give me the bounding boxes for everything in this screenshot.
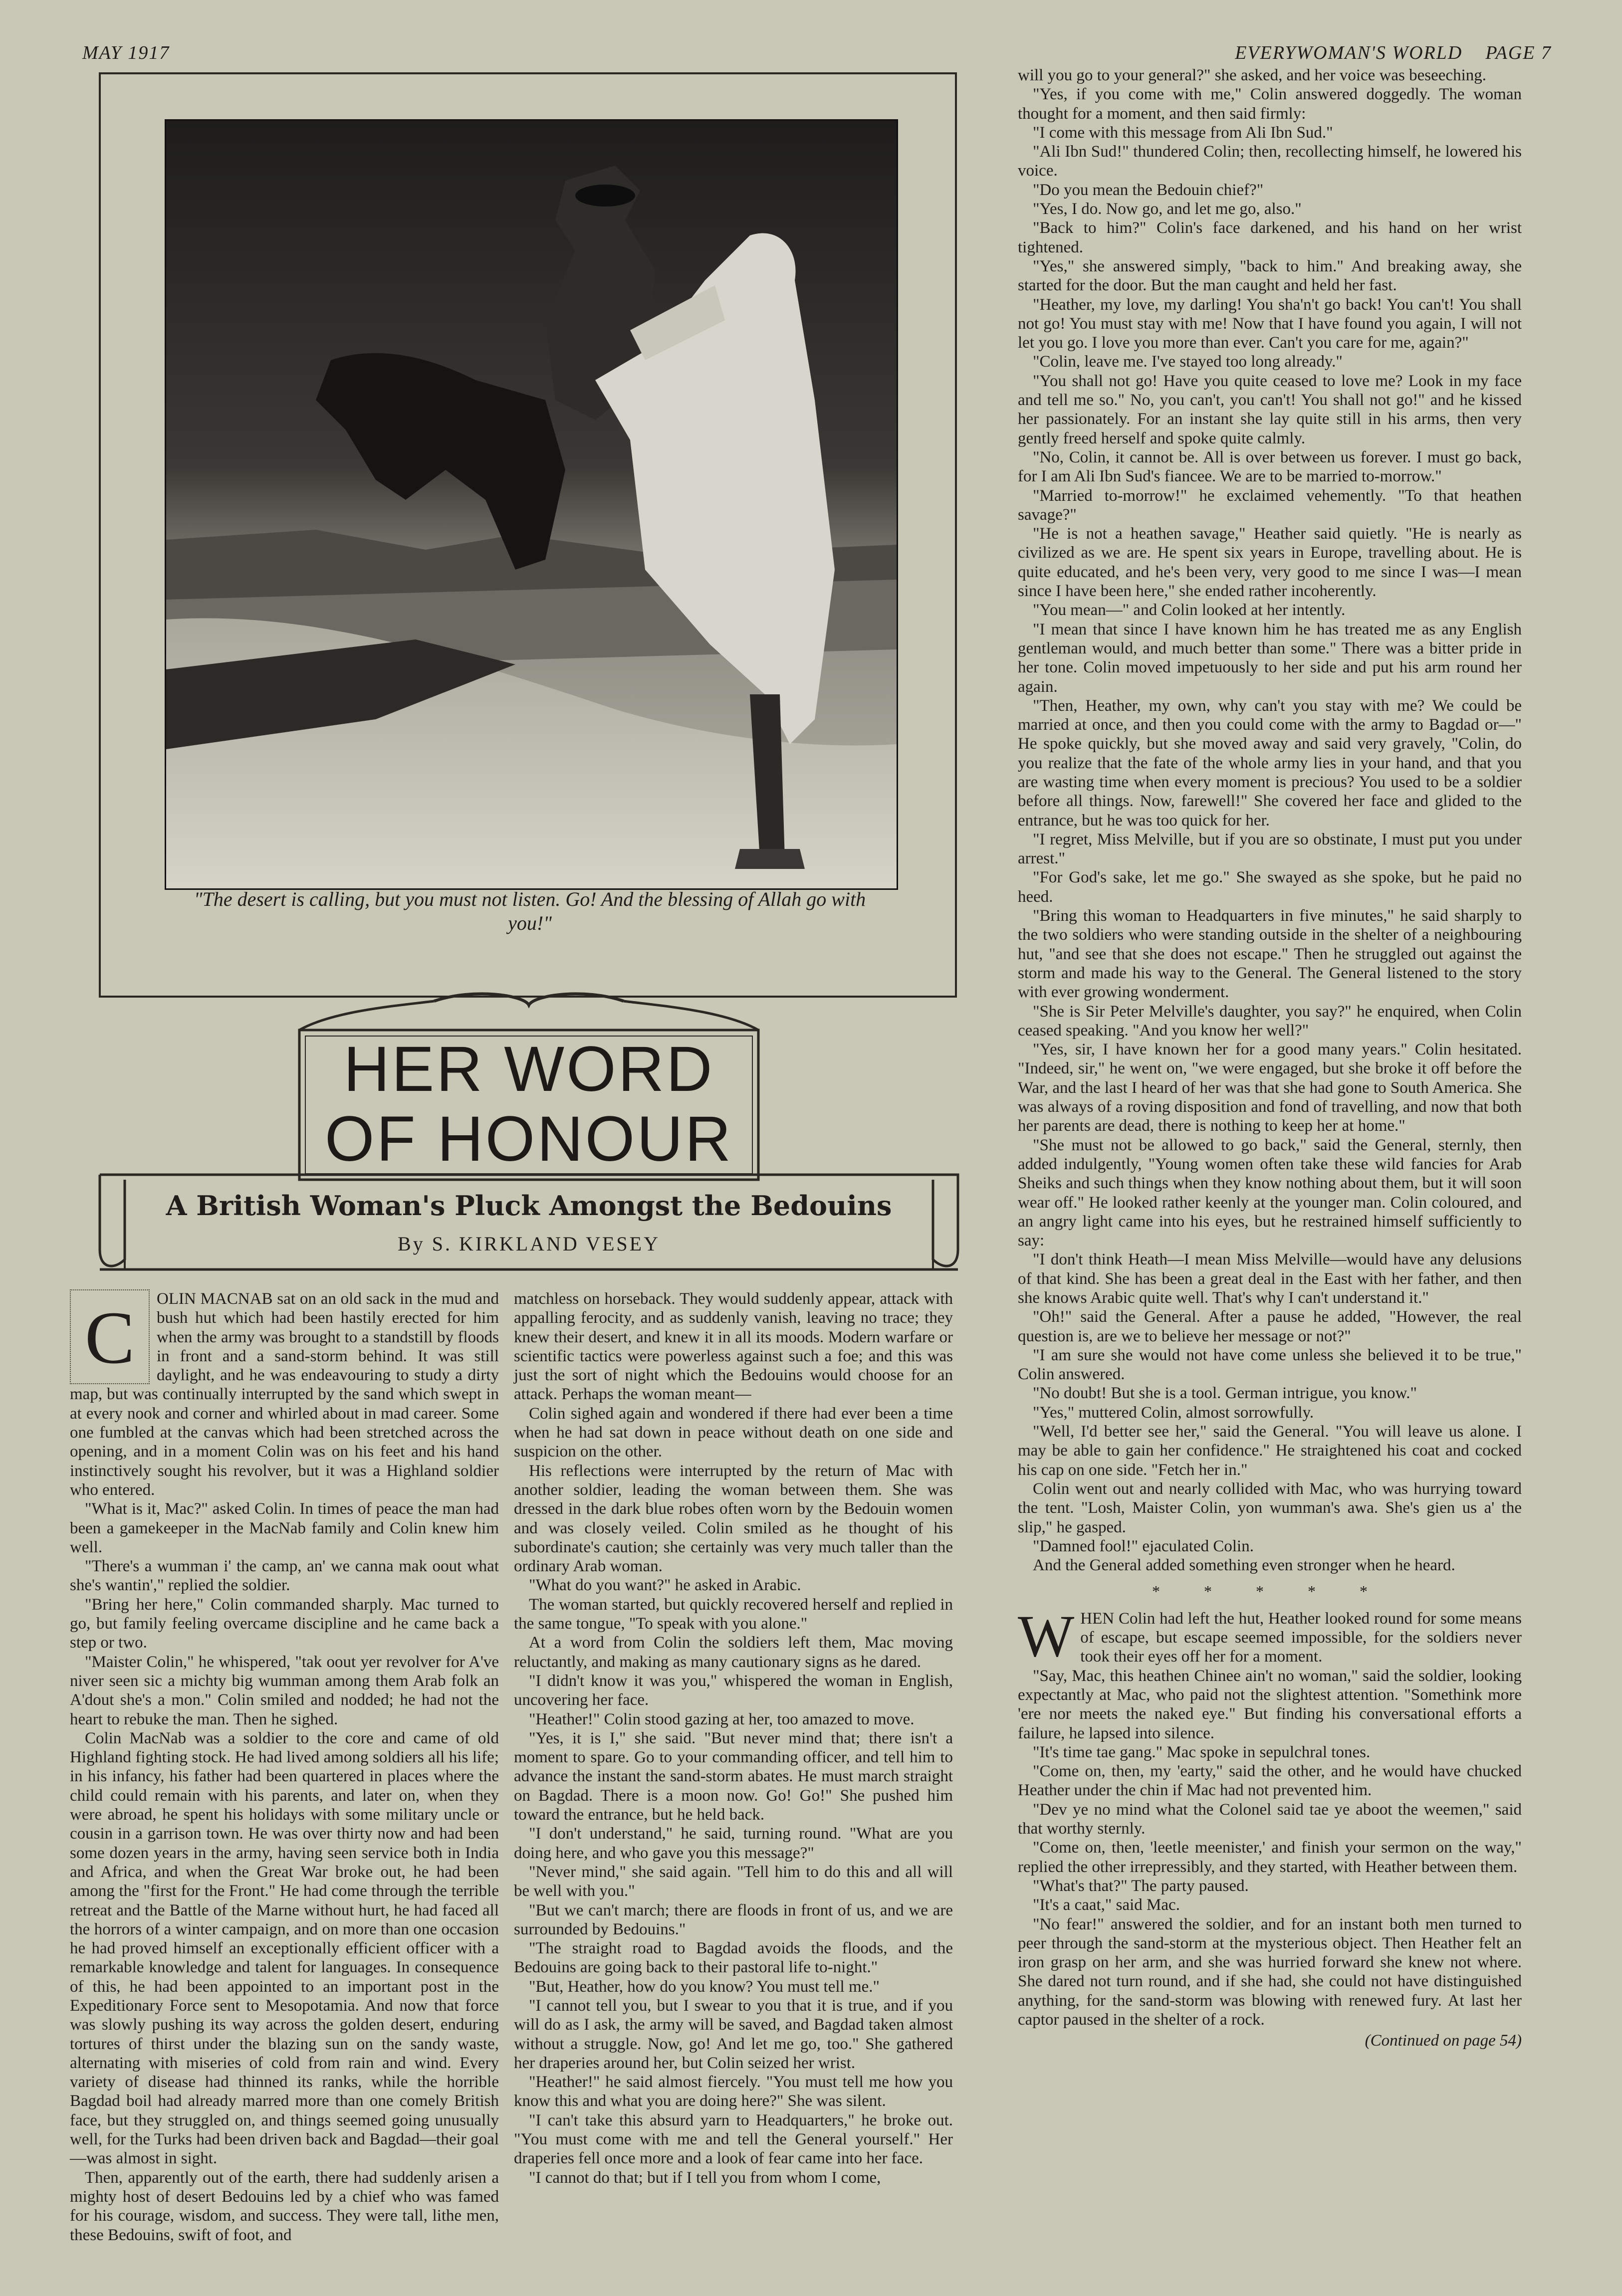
drop-cap-c: C (70, 1289, 150, 1384)
paragraph: "But, Heather, how do you know? You must tell me." (529, 1977, 880, 1996)
paragraph: "Ali Ibn Sud!" thundered Colin; then, recollecting himself, he lowered his voice. (1018, 143, 1522, 180)
paragraph: "I don't understand," he said, turning round. "What are you doing here, and who gave you this message?" (514, 1825, 953, 1862)
illustration-caption: "The desert is calling, but you must not listen. Go! And the blessing of Allah go with you!" (194, 888, 866, 934)
title-cartouche (85, 990, 973, 1284)
section-divider: * * * * * (1152, 1582, 1388, 1601)
paragraph: "For God's sake, let me go." She swayed as she spoke, but he paid no heed. (1018, 868, 1522, 906)
paragraph: OLIN MACNAB sat on an old sack in the mud and bush hut which had been hastily erected for him when the army was brought to a standstill by floods in front and a sand-storm behind. It was still daylight, and he was endeavouring to study a dirty map, but was continually interrupted by the sand which swept in at every nook and corner and whirled about in mad career. Some one fumbled at the canvas which had been stretched across the opening, and in a moment Colin was on his feet and his hand instinctively sought his revolver, but it was a Highland soldier who entered. (70, 1290, 499, 1499)
paragraph: will you go to your general?" she asked, and her voice was beseeching. (1018, 66, 1487, 84)
paragraph: "I come with this message from Ali Ibn Sud." (1033, 123, 1333, 142)
paragraph: His reflections were interrupted by the return of Mac with another soldier, leading the woman between them. She was dressed in the dark blue robes often worn by the Bedouin women and was closely veiled. Colin smiled as he thought of his subordinate's caution; she certainly was very much taller than the ordinary Arab woman. (514, 1461, 953, 1576)
paragraph: "I cannot do that; but if I tell you from whom I come, (529, 2168, 881, 2187)
paragraph: "Yes, it is I," she said. "But never mind that; there isn't a moment to spare. Go to your commanding officer, and tell him to advance the instant the sand-storm abates. He must march straight on Bagdad. There is a moon now. Go! Go!" She pushed him toward the entrance, but he held back. (514, 1729, 953, 1824)
paragraph: "What is it, Mac?" asked Colin. In times of peace the man had been a gamekeeper in the MacNab family and Colin knew him well. (70, 1500, 499, 1556)
running-head-magazine: EVERYWOMAN'S WORLD PAGE 7 (1235, 42, 1552, 63)
paragraph: "I mean that since I have known him he has treated me as any English gentleman would, and much better than some." There was a bitter pride in her tone. Colin moved impetuously to her side and put his arm round her again. (1018, 620, 1522, 696)
paragraph: "Come on, then, my 'earty," said the other, and he would have chucked Heather under the chin if Mac had not prevented him. (1018, 1762, 1522, 1800)
paragraph: "But we can't march; there are floods in front of us, and we are surrounded by Bedouins." (514, 1901, 953, 1938)
paragraph: "Say, Mac, this heathen Chinee ain't no woman," said the soldier, looking expectantly at Mac, who paid not the slightest attention. "Somethink more 'ere nor meets the naked eye." But finding his conversational efforts a failure, he lapsed into silence. (1018, 1667, 1522, 1742)
paragraph: "Bring this woman to Headquarters in five minutes," he said sharply to the two soldiers who were standing outside in the shelter of a neighbouring hut, "and see that she does not escape." Then he struggled out against the storm and made his way to the General. The General listened to the story with ever growing wonderment. (1018, 907, 1522, 1002)
text-column-2 (514, 1289, 953, 2187)
paragraph: "No doubt! But she is a tool. German intrigue, you know." (1033, 1384, 1417, 1403)
paragraph: "She is Sir Peter Melville's daughter, you say?" he enquired, when Colin ceased speaking. "And you know her well?" (1018, 1002, 1522, 1040)
paragraph: "You shall not go! Have you quite ceased to love me? Look in my face and tell me so." No, you can't, you can't! You shall not go!" and he kissed her passionately. For an instant she lay quite still in his arms, then very gently freed herself and spoke quite calmly. (1018, 372, 1522, 447)
paragraph: "He is not a heathen savage," Heather said quietly. "He is nearly as civilized as we are. He spent six years in Europe, travelling about. He is quite educated, and he's been very, very good to me since I was—I mean since I have been here," she ended rather incoherently. (1018, 525, 1522, 601)
paragraph: "I don't think Heath—I mean Miss Melville—would have any delusions of that kind. She has been a great deal in the East with her father, and then she knows Arabic quite well. That's why I can't understand it." (1018, 1251, 1522, 1307)
headline-line-2: OF HONOUR (324, 1103, 733, 1175)
paragraph: "Heather, my love, my darling! You sha'n't go back! You can't! You shall not go! You must stay with me! Now that I have found you again, I will not let you go. I love you more than ever. Can't you care for me, again?" (1018, 295, 1522, 352)
paragraph: "Yes, if you come with me," Colin answered doggedly. The woman thought for a moment, and then said firmly: (1018, 85, 1522, 123)
paragraph: "I regret, Miss Melville, but if you are so obstinate, I must put you under arrest." (1018, 830, 1522, 868)
paragraph: "Come on, then, 'leetle meenister,' and finish your sermon on the way," replied the other irrepressibly, and they started, with Heather between them. (1018, 1839, 1522, 1876)
text-column-3 (1018, 66, 1522, 2051)
paragraph: "Heather!" Colin stood gazing at her, too amazed to move. (529, 1710, 915, 1728)
paragraph: "No, Colin, it cannot be. All is over between us forever. I must go back, for I am Ali Ibn Sud's fiancee. We are to be married to-morrow." (1018, 448, 1522, 486)
paragraph: "Never mind," she said again. "Tell him to do this and all will be well with you." (514, 1863, 953, 1900)
paragraph: "Well, I'd better see her," said the General. "You will leave us alone. I may be able to gain her confidence." He straightened his coat and cocked his cap on one side. "Fetch her in." (1018, 1423, 1522, 1479)
paragraph: matchless on horseback. They would suddenly appear, attack with appalling ferocity, and as suddenly vanish, leaving no trace; they knew their desert, and knew it in all its moods. Modern warfare or scientific tactics were powerless against such a foe; and this was just the sort of night which the Bedouins would choose for an attack. Perhaps the woman meant— (514, 1290, 953, 1404)
paragraph: "What do you want?" he asked in Arabic. (529, 1576, 801, 1595)
paragraph: "There's a wumman i' the camp, an' we canna mak oout what she's wantin'," replied the soldier. (70, 1557, 499, 1595)
paragraph: Then, apparently out of the earth, there had suddenly arisen a mighty host of desert Bedouins led by a chief who was famed for his courage, wisdom, and success. They were tall, lithe men, these Bedouins, swift of foot, and (70, 2168, 499, 2244)
paragraph: "Oh!" said the General. After a pause he added, "However, the real question is, are we to believe her message or not?" (1018, 1308, 1522, 1345)
paragraph: "I cannot tell you, but I swear to you that it is true, and if you will do as I ask, the army will be saved, and Bagdad taken almost without a struggle. Now, go! And let me go, too." She gathered her draperies around her, but Colin seized her wrist. (514, 1996, 953, 2072)
paragraph: "You mean—" and Colin looked at her intently. (1033, 601, 1346, 620)
paragraph: "What's that?" The party paused. (1033, 1877, 1249, 1895)
paragraph: At a word from Colin the soldiers left them, Mac moving reluctantly, and making as many cautionary signs as he dared. (514, 1634, 953, 1671)
paragraph: "Back to him?" Colin's face darkened, and his hand on her wrist tightened. (1018, 219, 1522, 256)
desert-scene-illustration (166, 121, 897, 888)
text-column-1 (70, 1289, 499, 2245)
paragraph: HEN Colin had left the hut, Heather looked round for some means of escape, but escape seemed impossible, for the soldiers never took their eyes off her for a moment. (1080, 1609, 1522, 1666)
illustration-frame (99, 72, 957, 998)
subtitle: A British Woman's Pluck Amongst the Bedouins (166, 1190, 892, 1222)
paragraph: "Yes," muttered Colin, almost sorrowfully. (1033, 1403, 1314, 1422)
paragraph: Colin MacNab was a soldier to the core and came of old Highland fighting stock. He had lived among soldiers all his life; in his infancy, his father had been quartered in places where the child could remain with his parents, and later on, when they were abroad, he spent his holidays with some military uncle or cousin in a garrison town. He was over thirty now and had been some dozen years in the army, having seen service both in India and Africa, and when the Great War broke out, he had been among the "first for the Front." He had come through the terrible retreat and the Battle of the Marne without hurt, he had faced all the horrors of a winter campaign, and on more than one occasion he had proved himself an exceptionally efficient officer with a remarkable knowledge and talent for languages. In consequence of this, he had been appointed to an important post in the Expeditionary Force sent to Mesopotamia. And now that force was slowly pushing its way across the golden desert, enduring tortures of thirst under the blazing sun on the sandy waste, alternating with miseries of cold from rain and wind. Every variety of disease had thinned its ranks, while the horrible Bagdad boil had already marred more than one comely British face, but they struggled on, and things seemed going unusually well, for the Turks had been driven back and Bagdad—their goal—was almost in sight. (70, 1729, 499, 2168)
paragraph: "Bring her here," Colin commanded sharply. Mac turned to go, but family feeling overcame discipline and he came back a step or two. (70, 1595, 499, 1652)
paragraph: "Heather!" he said almost fiercely. "You must tell me how you know this and what you are doing here?" She was silent. (514, 2073, 953, 2110)
paragraph: "Then, Heather, my own, why can't you stay with me? We could be married at once, and then you could come with the army to Bagdad or—" He spoke quickly, but she moved away and said very gravely, "Colin, do you realize that the fate of the whole army lies in your hand, and that you are wasting time when every moment is precious? You used to be a soldier before all things. Now, farewell!" She covered her face and glided to the entrance, but he was too quick for her. (1018, 696, 1522, 830)
paragraph: "No fear!" answered the soldier, and for an instant both men turned to peer through the sand-storm at the mysterious object. Then Heather felt an iron grasp on her arm, and she was hurried forward she knew not where. She dared not turn round, and if she had, she could not have distinguished anything, for the sand-storm was blowing with renewed fury. At last her captor paused in the shelter of a rock. (1018, 1915, 1522, 2029)
paragraph: The woman started, but quickly recovered herself and replied in the same tongue, "To speak with you alone." (514, 1595, 953, 1633)
drop-cap-w: W (1018, 1602, 1075, 1669)
paragraph: "I can't take this absurd yarn to Headquarters," he broke out. "You must come with me and tell the General yourself." Her draperies fell once more and a look of fear came into her face. (514, 2111, 953, 2168)
paragraph: "It's a caat," said Mac. (1033, 1896, 1180, 1914)
paragraph: "Yes, I do. Now go, and let me go, also." (1033, 200, 1302, 218)
paragraph: "I didn't know it was you," whispered the woman in English, uncovering her face. (514, 1671, 953, 1709)
paragraph: And the General added something even stronger when he heard. (1033, 1556, 1455, 1575)
paragraph: Colin sighed again and wondered if there had ever been a time when he had sat down in peace without death on one side and suspicion on the other. (514, 1404, 953, 1461)
paragraph: "Do you mean the Bedouin chief?" (1033, 181, 1264, 199)
paragraph: "Yes," she answered simply, "back to him." And breaking away, she started for the door. But the man caught and held her fast. (1018, 257, 1522, 295)
paragraph: "She must not be allowed to go back," said the General, sternly, then added indulgently, "Young women often take these wild fancies for Arab Sheiks and such things when they know nothing about them, but it will soon wear off." He looked rather keenly at the younger man. Colin coloured, and an angry light came into his eyes, but he restrained himself sufficiently to say: (1018, 1136, 1522, 1250)
paragraph: "Maister Colin," he whispered, "tak oout yer revolver for A've niver seen sic a michty big wumman among them Arab folk an A'dout she's a mon." Colin smiled and nodded; he had not the heart to rebuke the man. Then he sighed. (70, 1653, 499, 1728)
byline: By S. KIRKLAND VESEY (398, 1233, 660, 1255)
illustration (165, 119, 898, 890)
paragraph: Colin went out and nearly collided with Mac, who was hurrying toward the tent. "Losh, Maister Colin, yon wumman's awa. She's gien us a' the slip," he gasped. (1018, 1479, 1522, 1536)
paragraph: "Yes, sir, I have known her for a good many years." Colin hesitated. "Indeed, sir," he went on, "we were engaged, but she broke it off before the War, and the last I heard of her was that she had gone to South America. She was always of a roving disposition and fond of travelling, and now that both her parents are dead, there is nothing to keep her at home." (1018, 1041, 1522, 1135)
continued-notice: (Continued on page 54) (1365, 2032, 1522, 2050)
paragraph: "Married to-morrow!" he exclaimed vehemently. "To that heathen savage?" (1018, 486, 1522, 524)
headline-line-1: HER WORD (343, 1034, 714, 1105)
paragraph: "Damned fool!" ejaculated Colin. (1033, 1537, 1254, 1555)
paragraph: "Colin, leave me. I've stayed too long already." (1033, 353, 1343, 371)
paragraph: "I am sure she would not have come unless she believed it to be true," Colin answered. (1018, 1346, 1522, 1384)
running-head-date: MAY 1917 (82, 42, 170, 63)
paragraph: "The straight road to Bagdad avoids the floods, and the Bedouins are going back to their pastoral life to-night." (514, 1939, 953, 1977)
paragraph: "Dev ye no mind what the Colonel said tae ye aboot the weemen," said that worthy sternly. (1018, 1800, 1522, 1838)
paragraph: "It's time tae gang." Mac spoke in sepulchral tones. (1033, 1743, 1371, 1761)
